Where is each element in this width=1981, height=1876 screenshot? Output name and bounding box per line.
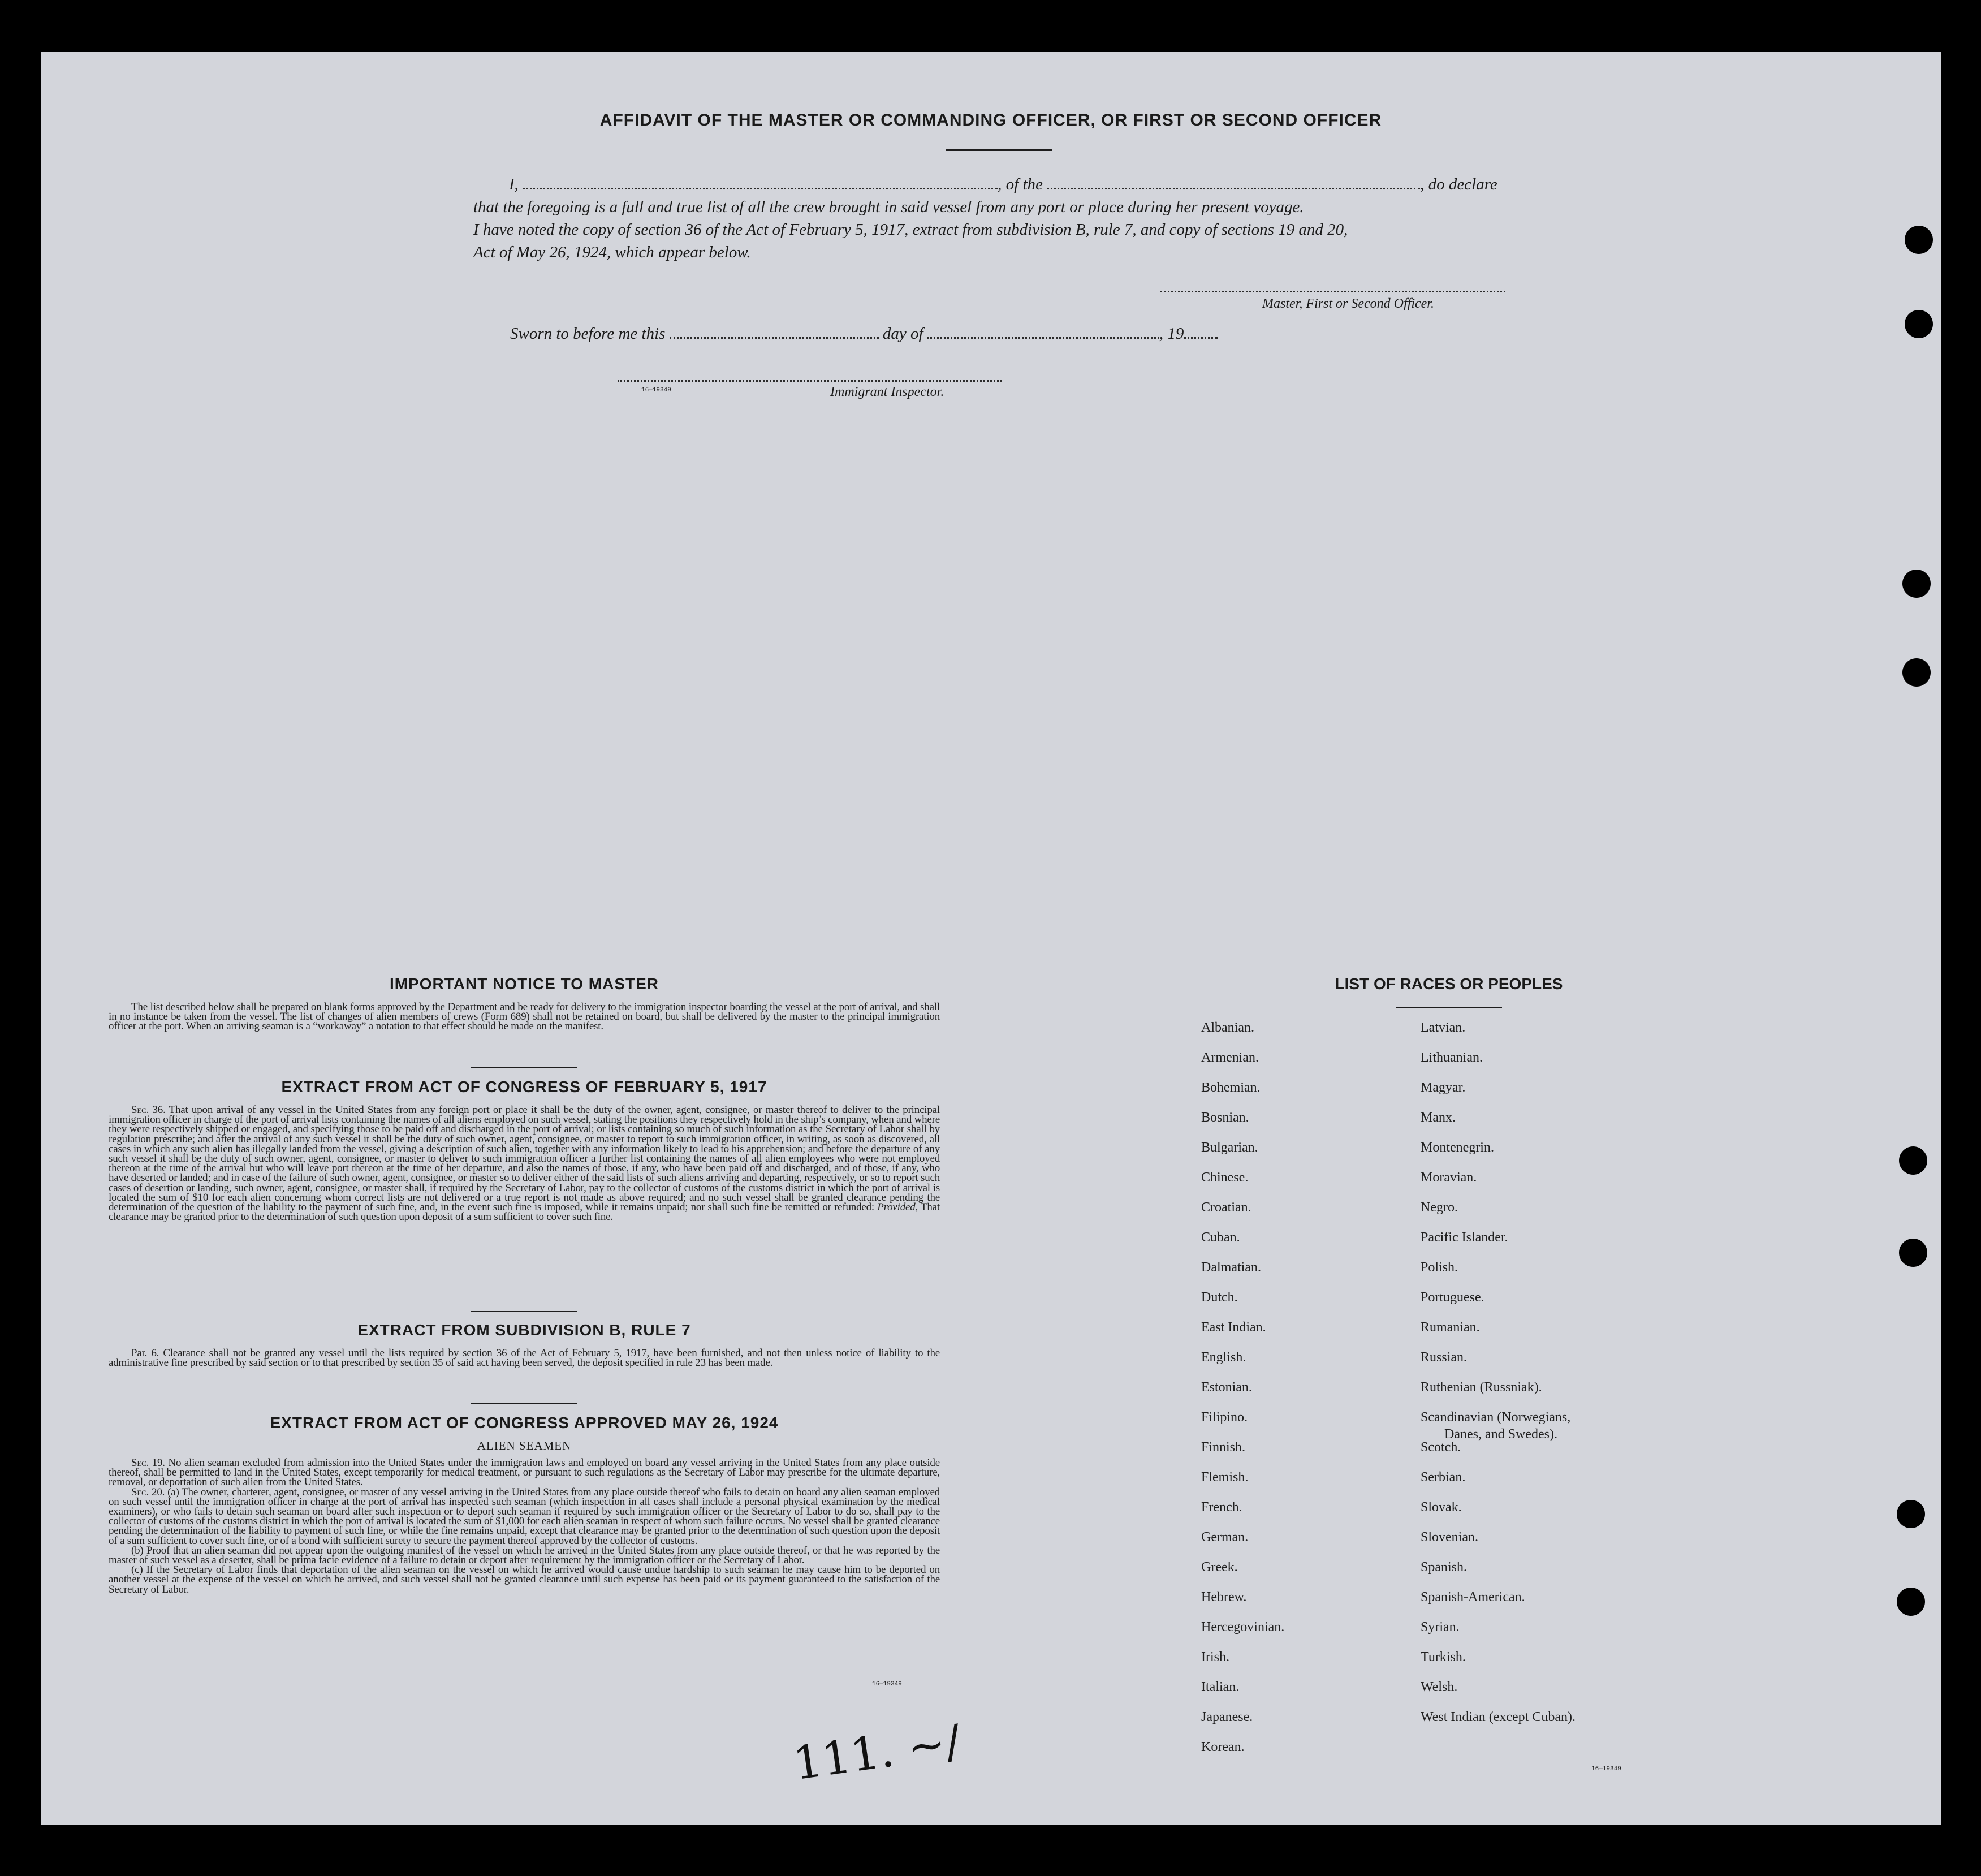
- extract-rule7-title: EXTRACT FROM SUBDIVISION B, RULE 7: [357, 1321, 691, 1339]
- sworn-day-blank[interactable]: [670, 327, 879, 339]
- race-item: Hebrew.: [1201, 1590, 1247, 1605]
- do-declare-label: , do declare: [1420, 175, 1497, 193]
- race-item: Estonian.: [1201, 1380, 1252, 1395]
- race-item: Slovak.: [1421, 1500, 1462, 1515]
- day-of-label: day of: [882, 325, 923, 343]
- race-item: Chinese.: [1201, 1170, 1249, 1185]
- race-item: Turkish.: [1421, 1650, 1466, 1664]
- binder-hole: [1899, 1239, 1927, 1267]
- race-item: Pacific Islander.: [1421, 1230, 1508, 1245]
- notice-title: IMPORTANT NOTICE TO MASTER: [389, 975, 659, 993]
- form-page: [41, 52, 1941, 1825]
- notice-text: [109, 1002, 940, 1032]
- divider-1: [471, 1067, 577, 1068]
- race-item: Hercegovinian.: [1201, 1620, 1285, 1635]
- race-item: Polish.: [1421, 1260, 1458, 1275]
- inspector-signature-line[interactable]: [618, 380, 1002, 382]
- form-number-bottom-right: 16—19349: [1591, 1766, 1621, 1773]
- binder-hole: [1902, 658, 1931, 687]
- alien-seamen-subtitle: ALIEN SEAMEN: [477, 1439, 572, 1452]
- race-item: Rumanian.: [1421, 1320, 1480, 1335]
- race-item: Dalmatian.: [1201, 1260, 1261, 1275]
- sec-19-body: No alien seaman excluded from admission into the United States under the immigration laws and employed on board any vessel arriving in the United States from any place outside thereof, shall be permitted to land in the United States, except temporarily for medical treatment, or pursuant to such regulations as the Secretary of Labor may prescribe for the ultimate departure, removal, or deportation of such alien from the United States.: [109, 1457, 940, 1489]
- race-item: Portuguese.: [1421, 1290, 1484, 1305]
- provided-word: Provided,: [877, 1201, 918, 1214]
- race-item: Slovenian.: [1421, 1530, 1478, 1545]
- sworn-label: Sworn to before me this: [510, 325, 666, 343]
- notice-body: The list described below shall be prepared on blank forms approved by the Department and be ready for delivery to the immigration inspector boarding the vessel at the port of arrival, and shall in no instance be taken from the vessel. The list of changes of alien members of crews (Form 689) shall not be retained on board, but shall be delivered by the master to the principal immigration officer at the port. When an arriving seaman is a “workaway” a notation to that effect should be made on the manifest.: [109, 1001, 940, 1033]
- affidavit-line-4: Act of May 26, 1924, which appear below.: [473, 243, 751, 261]
- race-item: Manx.: [1421, 1110, 1456, 1125]
- race-item: Finnish.: [1201, 1440, 1246, 1455]
- race-item: Albanian.: [1201, 1020, 1254, 1035]
- race-item: Latvian.: [1421, 1020, 1466, 1035]
- race-item: Welsh.: [1421, 1680, 1458, 1694]
- sec-20b-body: (b) Proof that an alien seaman did not appear upon the outgoing manifest of the vessel on which he arrived in the United States from any place outside thereof, or that he was reported by the master of such vessel as a deserter, shall be prima facie evidence of a failure to detain or deport after requirement by the immigration officer or the Secretary of Labor.: [109, 1544, 940, 1567]
- race-item: Scotch.: [1421, 1440, 1461, 1455]
- divider-2: [471, 1311, 577, 1312]
- race-item: West Indian (except Cuban).: [1421, 1710, 1576, 1724]
- rule7-body: Par. 6. Clearance shall not be granted any vessel until the lists required by section 36 of the Act of February 5, 1917, have been furnished, and not then unless notice of liability to the administrative fine prescribed by said section or to that prescribed by section 35 of said act having been served, the deposit specified in rule 23 has been made.: [109, 1347, 940, 1369]
- binder-hole: [1905, 226, 1933, 254]
- title-divider: [946, 149, 1052, 151]
- extract-1917-text: [109, 1105, 940, 1222]
- race-item: Danes, and Swedes).: [1444, 1427, 1557, 1442]
- race-item: Dutch.: [1201, 1290, 1238, 1305]
- race-item: Serbian.: [1421, 1470, 1466, 1485]
- race-item: Filipino.: [1201, 1410, 1248, 1425]
- sworn-line: [510, 325, 1218, 343]
- affidavit-i-label: I,: [509, 175, 519, 193]
- sec-20c-body: (c) If the Secretary of Labor finds that deportation of the alien seaman on the vessel on which he arrived would cause undue hardship to such seaman he may cause him to be deported on another vessel at the expense of the vessel on which he arrived, and such vessel shall not be granted clearance until such expense has been paid or its payment guaranteed to the satisfaction of the Secretary of Labor.: [109, 1564, 940, 1595]
- form-number-bottom-left: 16—19349: [872, 1681, 902, 1688]
- race-item: German.: [1201, 1530, 1249, 1545]
- year-label: , 19: [1159, 325, 1184, 343]
- sec-20-label: Sec. 20.: [131, 1486, 165, 1498]
- binder-hole: [1902, 570, 1931, 598]
- inspector-label: Immigrant Inspector.: [830, 385, 944, 399]
- race-item: Bosnian.: [1201, 1110, 1249, 1125]
- binder-hole: [1897, 1588, 1925, 1616]
- affidavit-line-3: I have noted the copy of section 36 of the Act of February 5, 1917, extract from subdivision B, rule 7, and copy of sections 19 and 20,: [473, 221, 1348, 239]
- race-item: Spanish-American.: [1421, 1590, 1525, 1605]
- sec-19-label: Sec. 19.: [131, 1457, 165, 1469]
- race-item: East Indian.: [1201, 1320, 1266, 1335]
- sec-20a-body: (a) The owner, charterer, agent, consignee, or master of any vessel arriving in the United States from any place outside thereof who fails to detain on board any alien seaman employed on such vessel until the immigration officer in charge at the port of arrival has inspected such seaman (which inspection in all cases shall include a personal physical examination by the medical examiners), or who fails to detain such seaman on board after such inspection or to deport such seaman if required by such immigration officer or the Secretary of Labor to do so, shall pay to the collector of customs of the customs district in which the port of arrival is located the sum of $1,000 for each alien seaman in respect of whom such failure occurs. No vessel shall be granted clearance pending the determination of the liability to payment of such fine, or while the fine remains unpaid, except that clearance may be granted prior to the determination of such question upon the deposit of a sum sufficient to cover such fine, or of a bond with sufficient surety to secure the payment thereof approved by the collector of customs.: [109, 1486, 940, 1547]
- handwritten-mark: 111. ~/: [789, 1714, 964, 1791]
- binder-hole: [1899, 1146, 1927, 1175]
- of-the-label: , of the: [998, 175, 1043, 193]
- race-item: Cuban.: [1201, 1230, 1240, 1245]
- binder-hole: [1897, 1500, 1925, 1528]
- proviso-body: That clearance may be granted prior to the determination of such question upon deposit of a sum sufficient to cover such fine.: [109, 1201, 940, 1223]
- race-item: Spanish.: [1421, 1560, 1468, 1575]
- affidavit-line-1: [509, 175, 1497, 194]
- master-signature-label: Master, First or Second Officer.: [1262, 296, 1434, 311]
- form-number-top: 16—19349: [641, 387, 671, 394]
- race-item: Bulgarian.: [1201, 1140, 1258, 1155]
- extract-1924-text: [109, 1458, 940, 1594]
- races-title: LIST OF RACES OR PEOPLES: [1335, 975, 1563, 993]
- affidavit-title: AFFIDAVIT OF THE MASTER OR COMMANDING OFFICER, OR FIRST OR SECOND OFFICER: [599, 111, 1382, 130]
- race-item: Syrian.: [1421, 1620, 1460, 1635]
- race-item: Japanese.: [1201, 1710, 1253, 1724]
- race-item: Scandinavian (Norwegians,: [1421, 1410, 1571, 1425]
- sworn-year-blank[interactable]: [1184, 327, 1218, 339]
- race-item: Negro.: [1421, 1200, 1458, 1215]
- race-item: Irish.: [1201, 1650, 1229, 1664]
- race-item: Italian.: [1201, 1680, 1240, 1694]
- race-item: Croatian.: [1201, 1200, 1251, 1215]
- vessel-name-blank[interactable]: [1047, 178, 1420, 189]
- extract-1917-title: EXTRACT FROM ACT OF CONGRESS OF FEBRUARY 5, 1917: [281, 1078, 767, 1096]
- extract-1924-title: EXTRACT FROM ACT OF CONGRESS APPROVED MAY 26, 1924: [270, 1414, 779, 1431]
- races-divider: [1396, 1007, 1502, 1008]
- race-item: Magyar.: [1421, 1080, 1466, 1095]
- race-item: Russian.: [1421, 1350, 1468, 1365]
- declarant-name-blank[interactable]: [523, 178, 998, 189]
- race-item: Ruthenian (Russniak).: [1421, 1380, 1542, 1395]
- race-item: Greek.: [1201, 1560, 1238, 1575]
- affidavit-line-2: that the foregoing is a full and true list of all the crew brought in said vessel from any port or place during her present voyage.: [473, 198, 1304, 216]
- race-item: Flemish.: [1201, 1470, 1249, 1485]
- sworn-month-blank[interactable]: [927, 327, 1159, 339]
- race-item: Moravian.: [1421, 1170, 1477, 1185]
- extract-rule7-text: [109, 1348, 940, 1368]
- sec-36-label: Sec. 36.: [131, 1104, 166, 1116]
- divider-3: [471, 1403, 577, 1404]
- race-item: Korean.: [1201, 1740, 1245, 1754]
- race-item: Montenegrin.: [1421, 1140, 1494, 1155]
- race-item: English.: [1201, 1350, 1246, 1365]
- race-item: Lithuanian.: [1421, 1050, 1483, 1065]
- binder-hole: [1905, 310, 1933, 338]
- race-item: Armenian.: [1201, 1050, 1259, 1065]
- master-signature-line[interactable]: [1160, 291, 1505, 292]
- race-item: Bohemian.: [1201, 1080, 1261, 1095]
- sec-36-body: That upon arrival of any vessel in the United States from any foreign port or place it shall be the duty of the owner, agent, consignee, or master thereof to deliver to the principal immigration officer in charge of the port of arrival lists containing the names of all aliens employed on such vessel, stating the positions they respectively hold in the ship’s company, when and where they were respectively shipped or engaged, and specifying those to be paid off and discharged in the port of arrival; or lists containing so much of such information as the Secretary of Labor shall by regulation prescribe; and after the arrival of any such vessel it shall be the duty of such owner, agent, consignee, or master to report to such immigration officer, in writing, as soon as discovered, all cases in which any such alien has illegally landed from the vessel, giving a description of such alien, together with any information likely to lead to his apprehension; and before the departure of any such vessel it shall be the duty of such owner, agent, consignee, or master to deliver to such immigration officer a further list containing the names of all alien employees who were not employed thereon at the time of the arrival but who will leave port thereon at the time of her departure, and also the names of those, if any, who have been paid off and discharged, and of those, if any, who have deserted or landed; and in case of the failure of such owner, agent, consignee, or master so to deliver either of the said lists of such aliens arriving and departing, respectively, or so to report such cases of desertion or landing, such owner, agent, consignee, or master shall, if required by the Secretary of Labor, pay to the collector of customs of the customs district in which the port of arrival is located the sum of $10 for each alien concerning whom correct lists are not delivered or a true report is not made as above required; and no such vessel shall be granted clearance pending the determination of the question of the liability to the payment of such fine, and, in the event such fine is imposed, while it remains unpaid; nor shall such fine be remitted or refunded:: [109, 1104, 940, 1214]
- race-item: French.: [1201, 1500, 1242, 1515]
